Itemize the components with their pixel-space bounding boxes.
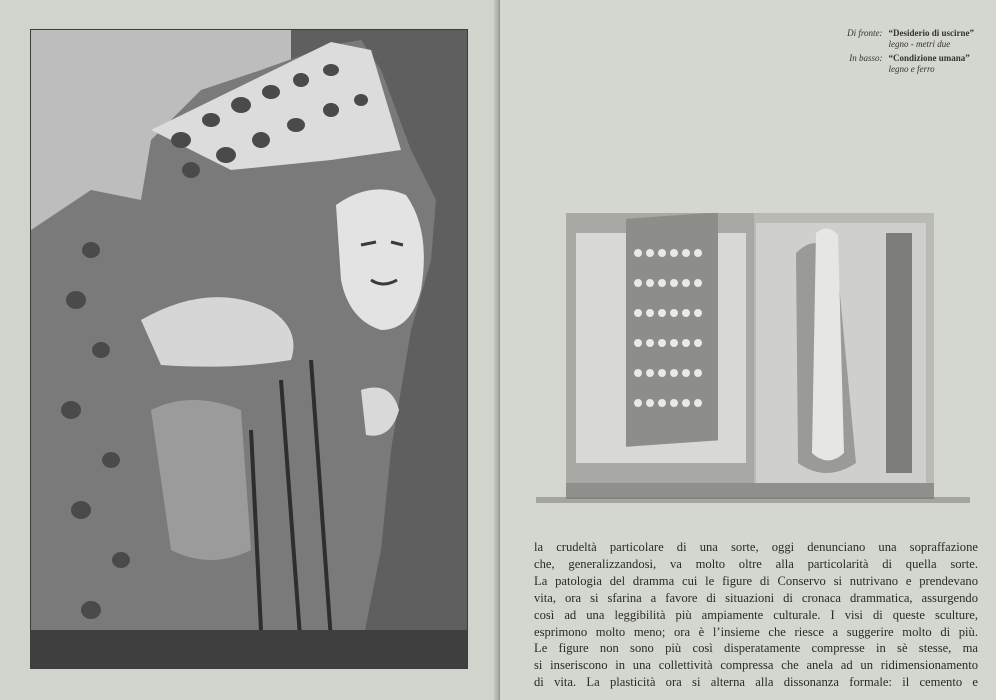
body-text [534,539,978,691]
text-line: la crudeltà particolare di una sorte, oggi denunciano una sopraffazione [534,540,978,554]
caption-title: “Condizione umana” [888,53,970,63]
caption-material: legno e ferro [888,64,935,74]
sculpture-photo-desiderio [30,29,468,669]
caption-label: Di fronte: [847,28,883,38]
photo-shadow [536,497,970,503]
sculpture-photo-condizione [566,213,934,499]
text-line: di vita. La plasticità ora si alterna alla dissonanza formale: il cemento e [534,675,978,690]
caption-material: legno - metri due [888,39,951,49]
text-line: esprimono molto meno; ora è l’insieme che riesce a suggerire molto di più. [534,624,978,639]
text-line: così ad una leggibilità più ampiamente culturale. I visi di queste sculture, [534,607,978,622]
photo-captions [839,28,975,78]
text-line: La patologia del dramma cui le figure di Conservo si nutrivano e prendevano [534,573,978,588]
caption-label: In basso: [849,53,883,63]
text-line: si inseriscono in una collettività compressa che anela ad un ridimensionamento [534,658,978,673]
caption-row [839,28,975,50]
text-line: Le figure non sono più così disperatamente compresse in sè stesse, ma [534,641,978,656]
caption-row [839,53,975,75]
text-line: che, generalizzandosi, va molto oltre alla particolarità di quella sorte. [534,556,978,571]
caption-title: “Desiderio di uscirne” [888,28,974,38]
text-line: vita, ora si sfarina a favore di situazioni di cronaca drammatica, assurgendo [534,590,978,605]
